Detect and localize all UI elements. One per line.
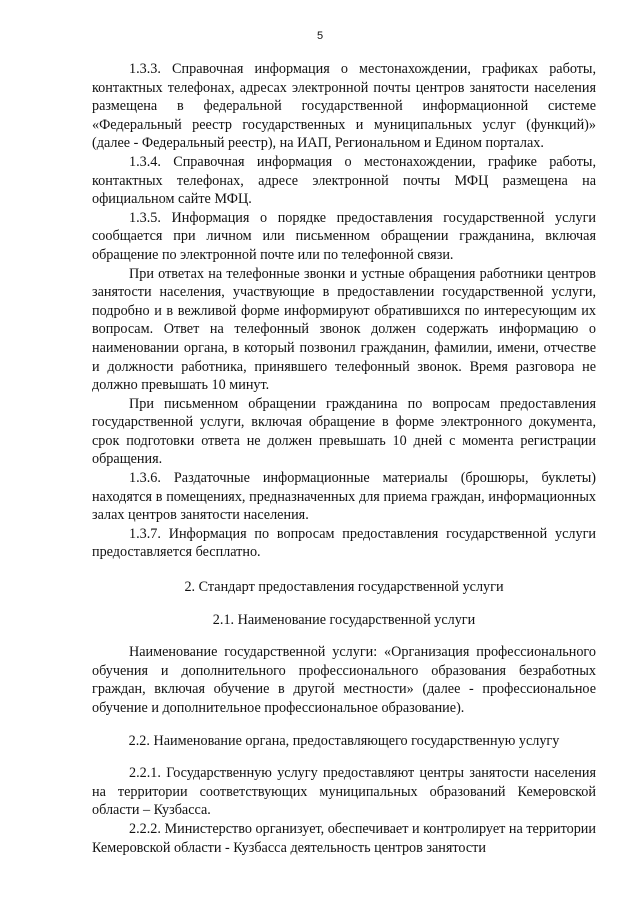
paragraph-1-3-6: 1.3.6. Раздаточные информационные материалы (брошюры, буклеты) находятся в помещениях, предназначенных для приема граждан, информационных залах центров занятости населения. bbox=[92, 470, 596, 524]
paragraph-phone-answers: При ответах на телефонные звонки и устные обращения работники центров занятости населения, участвующие в предоставлении государственной услуги, подробно и в вежливой форме информируют обратившихся по интересующим их вопросам. Ответ на телефонный звонок должен содержать информацию о наименовании органа, в который позвонил гражданин, фамилии, имени, отчестве и должности работника, принявшего телефонный звонок. Время разговора не должно превышать 10 минут. bbox=[92, 265, 596, 394]
paragraph-2-2-1: 2.2.1. Государственную услугу предоставляют центры занятости населения на территории соответствующих муниципальных образований Кемеровской области – Кузбасса. bbox=[92, 765, 596, 819]
page-number: 5 bbox=[316, 30, 324, 42]
paragraph-1-3-5: 1.3.5. Информация о порядке предоставления государственной услуги сообщается при личном или письменном обращении гражданина, включая обращение по электронной почте или по телефонной связи. bbox=[92, 209, 596, 263]
document-body bbox=[92, 60, 596, 857]
paragraph-2-2-2: 2.2.2. Министерство организует, обеспечивает и контролирует на территории Кемеровской области - Кузбасса деятельность центров занятости bbox=[92, 820, 596, 856]
paragraph-2-1: Наименование государственной услуги: «Организация профессионального обучения и дополнительного профессионального образования безработных граждан, включая обучение в другой местности» (далее - профессиональное обучение и дополнительное профессиональное образование). bbox=[92, 644, 596, 716]
paragraph-1-3-4: 1.3.4. Справочная информация о местонахождении, графике работы, контактных телефонах, адресе электронной почты МФЦ размещена на официальном сайте МФЦ. bbox=[92, 153, 596, 208]
section-heading-2-2: 2.2. Наименование органа, предоставляющего государственную услугу bbox=[128, 732, 560, 749]
section-heading-2-1: 2.1. Наименование государственной услуги bbox=[212, 611, 476, 628]
paragraph-written-requests: При письменном обращении гражданина по вопросам предоставления государственной услуги, включая обращение в форме электронного документа, срок подготовки ответа не должен превышать 10 дней с момента регистрации обращения. bbox=[92, 395, 596, 468]
section-heading-2: 2. Стандарт предоставления государственной услуги bbox=[184, 579, 504, 596]
paragraph-1-3-7: 1.3.7. Информация по вопросам предоставления государственной услуги предоставляется бесплатно. bbox=[92, 525, 596, 561]
paragraph-1-3-3: 1.3.3. Справочная информация о местонахождении, графиках работы, контактных телефонах, адресах электронной почты центров занятости населения размещена в федеральной государственной информационной системе «Федеральный реестр государственных и муниципальных услуг (функций)» (далее - Федеральный реестр), на ИАП, Региональном и Едином порталах. bbox=[92, 61, 596, 152]
